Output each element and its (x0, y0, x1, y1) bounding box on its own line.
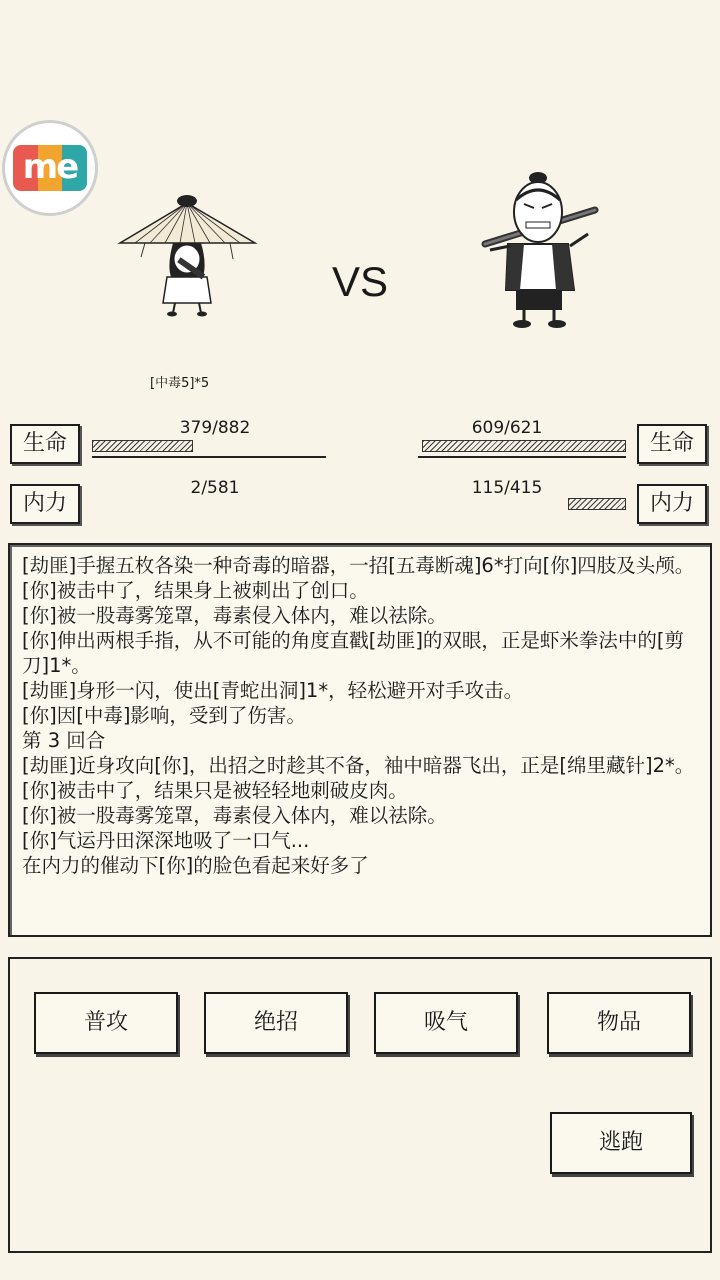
battle-log-line: [你]气运丹田深深地吸了一口气... (22, 829, 310, 852)
battle-log-line: [劫匪]身形一闪，使出[青蛇出洞]1*，轻松避开对手攻击。 (22, 679, 524, 702)
breathe-button[interactable]: 吸气 (374, 992, 518, 1054)
enemy-hp-value: 609/621 (471, 418, 543, 438)
player-hp-track (92, 456, 326, 458)
items-button[interactable]: 物品 (547, 992, 691, 1054)
app-logo[interactable] (2, 120, 98, 216)
battle-log-line: [你]因[中毒]影响，受到了伤害。 (22, 704, 306, 727)
battle-log-line: [你]伸出两根手指，从不可能的角度直戳[劫匪]的双眼，正是虾米拳法中的[剪刀]1*。 (22, 629, 685, 677)
player-status-effect: [中毒5]*5 (150, 376, 210, 391)
player-character-portrait (115, 185, 260, 320)
player-hp-value: 379/882 (179, 418, 251, 438)
battle-log-line: [你]被一股毒雾笼罩，毒素侵入体内，难以祛除。 (22, 604, 447, 627)
player-hp-bar (92, 440, 193, 452)
logo-mark: me (13, 145, 87, 191)
ultimate-skill-button[interactable]: 绝招 (204, 992, 348, 1054)
normal-attack-button[interactable]: 普攻 (34, 992, 178, 1054)
battle-log-line: 在内力的催动下[你]的脸色看起来好多了 (22, 854, 369, 877)
action-panel (8, 957, 712, 1253)
battle-log-line: [你]被一股毒雾笼罩，毒素侵入体内，难以祛除。 (22, 804, 447, 827)
battle-log-line: [你]被击中了，结果身上被刺出了创口。 (22, 579, 369, 602)
enemy-character-portrait (480, 170, 610, 332)
flee-button[interactable]: 逃跑 (550, 1112, 692, 1174)
versus-label: VS (331, 258, 389, 305)
battle-log-line: [劫匪]近身攻向[你]，出招之时趁其不备，袖中暗器飞出，正是[绵里藏针]2*。 (22, 754, 695, 777)
enemy-hp-track (418, 456, 626, 458)
battle-log-line: 第 3 回合 (22, 729, 106, 752)
player-hp-label: 生命 (10, 424, 80, 464)
enemy-hp-bar (422, 440, 626, 452)
enemy-mp-bar (568, 498, 626, 510)
enemy-mp-label: 内力 (637, 484, 707, 524)
player-mp-label: 内力 (10, 484, 80, 524)
player-mp-value: 2/581 (190, 478, 240, 498)
battle-log[interactable] (8, 543, 712, 937)
enemy-mp-value: 115/415 (471, 478, 543, 498)
enemy-hp-label: 生命 (637, 424, 707, 464)
battle-log-line: [劫匪]手握五枚各染一种奇毒的暗器，一招[五毒断魂]6*打向[你]四肢及头颅。 (22, 554, 695, 577)
battle-log-line: [你]被击中了，结果只是被轻轻地刺破皮肉。 (22, 779, 408, 802)
